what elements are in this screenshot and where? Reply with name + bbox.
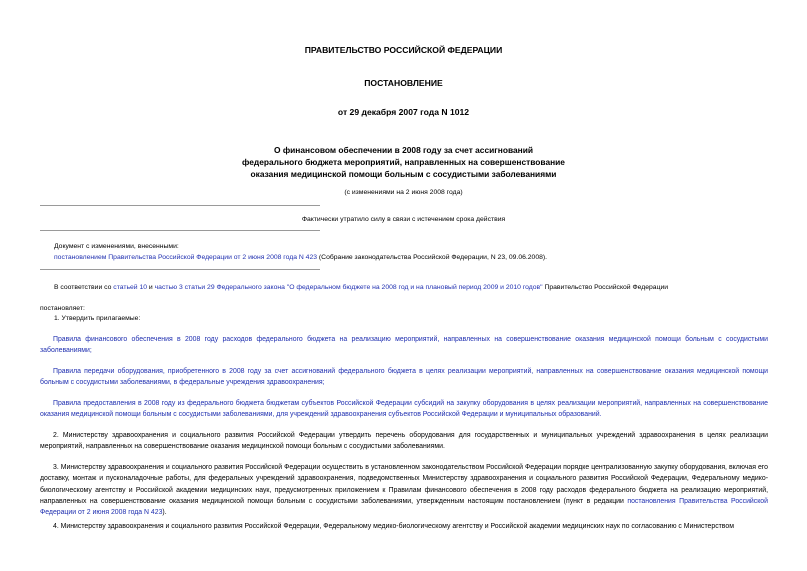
divider xyxy=(40,205,320,206)
title-line-2: федерального бюджета мероприятий, направленных на совершенствование xyxy=(242,156,565,167)
item-4: 4. Министерству здравоохранения и социального развития Российской Федерации, Федеральному медико-биологическому агентству и Российской академии медицинских наук по согласованию с Министерством xyxy=(53,523,734,530)
title-line-3: оказания медицинской помощи больным с сосудистыми заболеваниями xyxy=(250,168,557,179)
article-10-link[interactable]: статьей 10 xyxy=(113,284,148,291)
rule-link-3[interactable]: Правила предоставления в 2008 году из федерального бюджета бюджетам субъектов Российской Федерации субсидий на закупку оборудования в целях реализации мероприятий, направленных на совершенствование оказания медицинской помощи больным с сосудистыми заболеваниями, для учреждений здравоохранения субъектов Российской Федерации и муниципальных образований. xyxy=(40,400,768,419)
item-1: 1. Утвердить прилагаемые: xyxy=(54,315,141,322)
divider xyxy=(40,269,320,270)
rule-link-2[interactable]: Правила передачи оборудования, приобретенного в 2008 году за счет ассигнований федерального бюджета в целях реализации мероприятий, направленных на совершенствование оказания медицинской помощи больным с сосудистыми заболеваниями, в федеральные учреждения здравоохранения; xyxy=(40,368,768,387)
document-date: от 29 декабря 2007 года N 1012 xyxy=(337,107,470,117)
amendment-423-link[interactable]: постановления Правительства Российской Федерации от 2 июня 2008 года N 423 xyxy=(40,497,768,517)
rule-link-1[interactable]: Правила финансового обеспечения в 2008 году расходов федерального бюджета на реализацию мероприятий, направленных на совершенствование оказания медицинской помощи больным с сосудистыми заболеваниями; xyxy=(40,336,768,355)
changes-source-text: (Собрание законодательства Российской Федерации, N 23, 09.06.2008). xyxy=(317,254,548,261)
item-2: 2. Министерству здравоохранения и социального развития Российской Федерации утвердить перечень оборудования для государственных и муниципальных учреждений здравоохранения в целях реализации мероприятий, направленных на совершенствование оказания медицинской помощи больным с сосудистыми заболеваниями. xyxy=(40,432,768,451)
title-line-1: О финансовом обеспечении в 2008 году за счет ассигнований xyxy=(273,145,533,155)
amendment-link[interactable]: постановлением Правительства Российской Федерации от 2 июня 2008 года N 423 xyxy=(54,254,318,261)
federal-law-link[interactable]: частью 3 статьи 29 Федерального закона "О федеральном бюджете на 2008 год и на плановый период 2009 и 2010 годов" xyxy=(154,284,543,291)
amendments-note: (с изменениями на 2 июня 2008 года) xyxy=(344,189,463,196)
status-note: Фактически утратило силу в связи с истечением срока действия xyxy=(301,216,506,223)
changes-source xyxy=(54,253,547,263)
changes-label: Документ с изменениями, внесенными: xyxy=(54,243,179,250)
item-3: 3. Министерству здравоохранения и социального развития Российской Федерации осуществить в установленном законодательством Российской Федерации порядке централизованную закупку оборудования, включая его доставку, монтаж и пусконаладочные работы, для федеральных учреждений здравоохранения, подведомственных Министерству здравоохранения и социального развития Российской Федерации, Федеральному медико-биологическому агентству и Российской академии медицинских наук, предусмотренных приложением к Правилам финансового обеспечения в 2008 году расходов федерального бюджета на реализацию мероприятий, направленных на совершенствование оказания медицинской помощи больным с сосудистыми заболеваниями, утвержденным настоящим постановлением (пункт в редакции постановления Правительства Российской Федерации от 2 июня 2008 года N 423). xyxy=(40,464,768,517)
document-type: ПОСТАНОВЛЕНИЕ xyxy=(364,78,443,88)
divider xyxy=(40,230,320,231)
preamble: В соответствии со статьей 10 и частью 3 статьи 29 Федерального закона "О федеральном бюджете на 2008 год и на плановый период 2009 и 2010 годов" Правительство Российской Федерации xyxy=(54,284,669,291)
document-title xyxy=(0,145,807,181)
decrees-text: постановляет: xyxy=(40,305,85,312)
government-heading: ПРАВИТЕЛЬСТВО РОССИЙСКОЙ ФЕДЕРАЦИИ xyxy=(304,45,503,55)
